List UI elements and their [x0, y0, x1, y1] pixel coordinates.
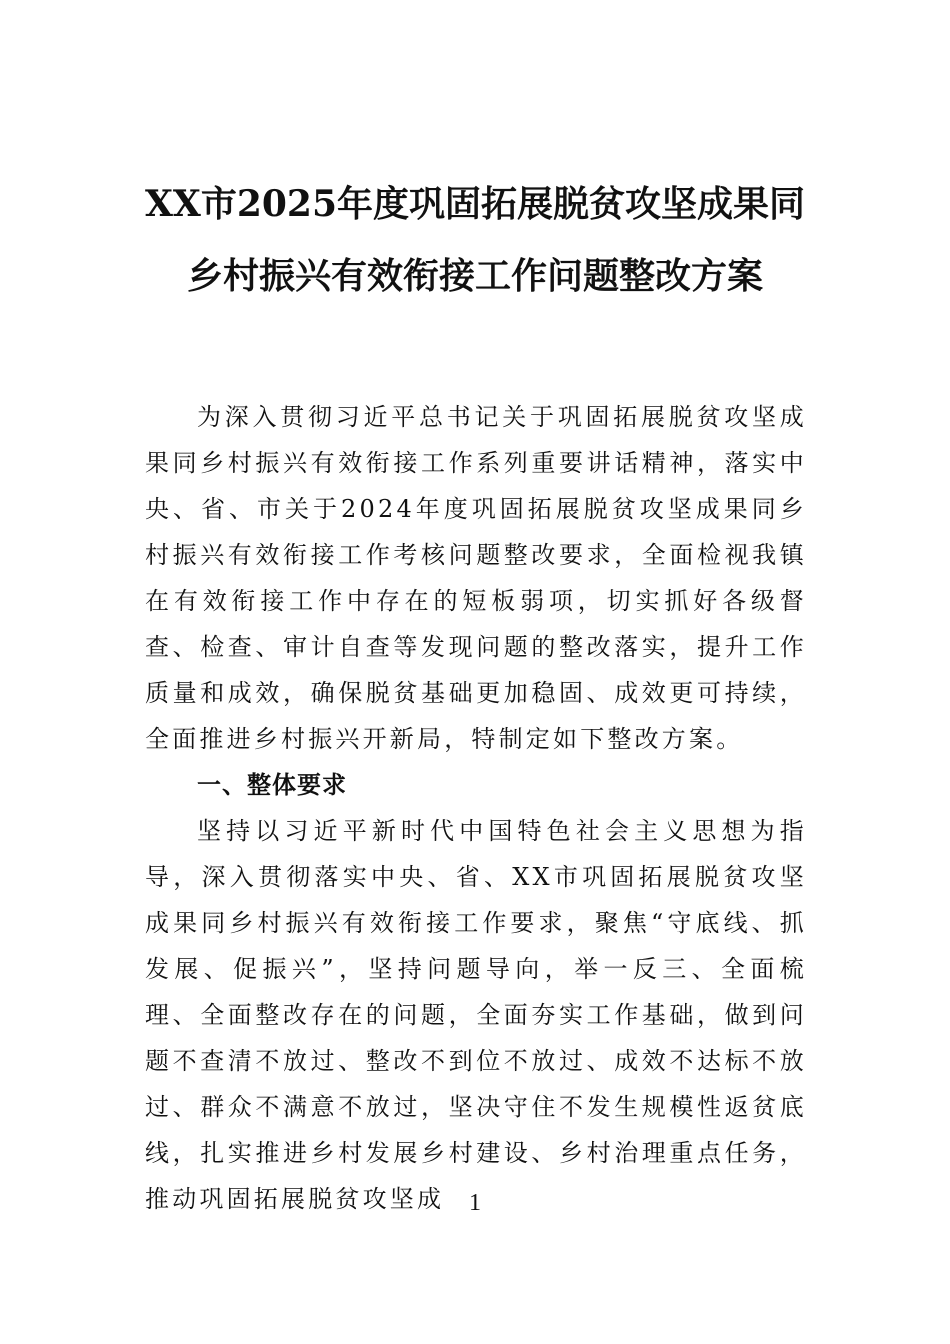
document-title	[120, 168, 830, 312]
page-number: 1	[469, 1190, 481, 1216]
title-line-1: XX市2025年度巩固拓展脱贫攻坚成果同	[144, 183, 806, 225]
section-1-paragraph: 坚持以习近平新时代中国特色社会主义思想为指导，深入贯彻落实中央、省、XX市巩固拓展脱贫攻坚成果同乡村振兴有效衔接工作要求，聚焦“守底线、抓发展、促振兴”，坚持问题导向，举一反三、全面梳理、全面整改存在的问题，全面夯实工作基础，做到问题不查清不放过、整改不到位不放过、成效不达标不放过、群众不满意不放过，坚决守住不发生规模性返贫底线，扎实推进乡村发展乡村建设、乡村治理重点任务，推动巩固拓展脱贫攻坚成	[145, 817, 807, 1213]
document-body	[145, 394, 807, 1222]
title-line-2: 乡村振兴有效衔接工作问题整改方案	[186, 255, 763, 297]
intro-paragraph: 为深入贯彻习近平总书记关于巩固拓展脱贫攻坚成果同乡村振兴有效衔接工作系列重要讲话精神，落实中央、省、市关于2024年度巩固拓展脱贫攻坚成果同乡村振兴有效衔接工作考核问题整改要求，全面检视我镇在有效衔接工作中存在的短板弱项，切实抓好各级督查、检查、审计自查等发现问题的整改落实，提升工作质量和成效，确保脱贫基础更加稳固、成效更可持续，全面推进乡村振兴开新局，特制定如下整改方案。	[145, 403, 807, 753]
section-heading-overall-requirements: 一、整体要求	[197, 771, 347, 799]
